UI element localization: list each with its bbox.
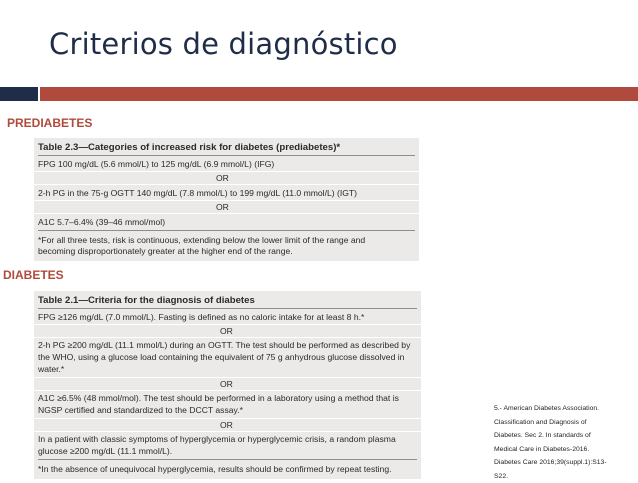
diabetes-label: DIABETES xyxy=(3,268,64,282)
citation-line: Medical Care in Diabetes-2016. xyxy=(494,443,629,457)
diabetes-footnote: *In the absence of unequivocal hyperglycemia, results should be confirmed by repeat testing. xyxy=(38,463,392,475)
diabetes-criterion-random: glucose ≥200 mg/dL (11.1 mmol/L). xyxy=(38,445,172,457)
citation-line: 5.- American Diabetes Association. xyxy=(494,402,629,416)
citation-line: Classification and Diagnosis of xyxy=(494,416,629,430)
divider xyxy=(34,171,419,172)
diabetes-criterion-fpg: FPG ≥126 mg/dL (7.0 mmol/L). Fasting is defined as no caloric intake for at least 8 h.* xyxy=(38,311,364,323)
or-separator: OR xyxy=(220,379,233,389)
prediabetes-table xyxy=(34,138,419,261)
reference-citation xyxy=(494,402,629,483)
or-separator: OR xyxy=(216,202,229,212)
prediabetes-footnote: becoming disproportionately greater at the higher end of the range. xyxy=(38,245,293,257)
diabetes-table xyxy=(34,291,421,479)
divider xyxy=(34,431,421,432)
diabetes-criterion-a1c: NGSP certified and standardized to the DCCT assay.* xyxy=(38,404,243,416)
citation-line: S22. xyxy=(494,470,629,483)
divider xyxy=(38,459,417,460)
divider xyxy=(38,155,415,156)
diabetes-criterion-a1c: A1C ≥6.5% (48 mmol/mol). The test should be performed in a laboratory using a method that is xyxy=(38,392,399,404)
or-separator: OR xyxy=(220,326,233,336)
divider xyxy=(34,324,421,325)
divider xyxy=(34,377,421,378)
diabetes-criterion-random: In a patient with classic symptoms of hyperglycemia or hyperglycemic crisis, a random plasma xyxy=(38,433,396,445)
diabetes-criterion-ogtt: water.* xyxy=(38,363,64,375)
divider xyxy=(38,230,415,231)
accent-bar xyxy=(0,87,638,101)
prediabetes-table-caption: Table 2.3—Categories of increased risk for diabetes (prediabetes)* xyxy=(38,142,340,153)
diabetes-criterion-ogtt: 2-h PG ≥200 mg/dL (11.1 mmol/L) during an OGTT. The test should be performed as described by xyxy=(38,339,410,351)
prediabetes-criterion-fpg: FPG 100 mg/dL (5.6 mmol/L) to 125 mg/dL (6.9 mmol/L) (IFG) xyxy=(38,158,274,170)
divider xyxy=(34,200,419,201)
divider xyxy=(34,184,419,185)
citation-line: Diabetes Care 2016;39(suppl.1):S13- xyxy=(494,456,629,470)
prediabetes-criterion-ogtt: 2-h PG in the 75-g OGTT 140 mg/dL (7.8 mmol/L) to 199 mg/dL (11.0 mmol/L) (IGT) xyxy=(38,187,357,199)
prediabetes-criterion-a1c: A1C 5.7–6.4% (39–46 mmol/mol) xyxy=(38,216,165,228)
slide-title: Criterios de diagnóstico xyxy=(49,27,398,61)
divider xyxy=(34,418,421,419)
divider xyxy=(34,337,421,338)
accent-bar-right xyxy=(40,87,638,101)
divider xyxy=(34,213,419,214)
prediabetes-label: PREDIABETES xyxy=(7,116,92,130)
diabetes-table-caption: Table 2.1—Criteria for the diagnosis of diabetes xyxy=(38,295,255,306)
citation-line: Diabetes. Sec 2. In standards of xyxy=(494,429,629,443)
accent-bar-left xyxy=(0,87,38,101)
divider xyxy=(34,390,421,391)
or-separator: OR xyxy=(220,420,233,430)
prediabetes-footnote: *For all three tests, risk is continuous, extending below the lower limit of the range and xyxy=(38,234,365,246)
diabetes-criterion-ogtt: the WHO, using a glucose load containing the equivalent of 75 g anhydrous glucose dissolved in xyxy=(38,351,404,363)
divider xyxy=(38,308,417,309)
or-separator: OR xyxy=(216,173,229,183)
